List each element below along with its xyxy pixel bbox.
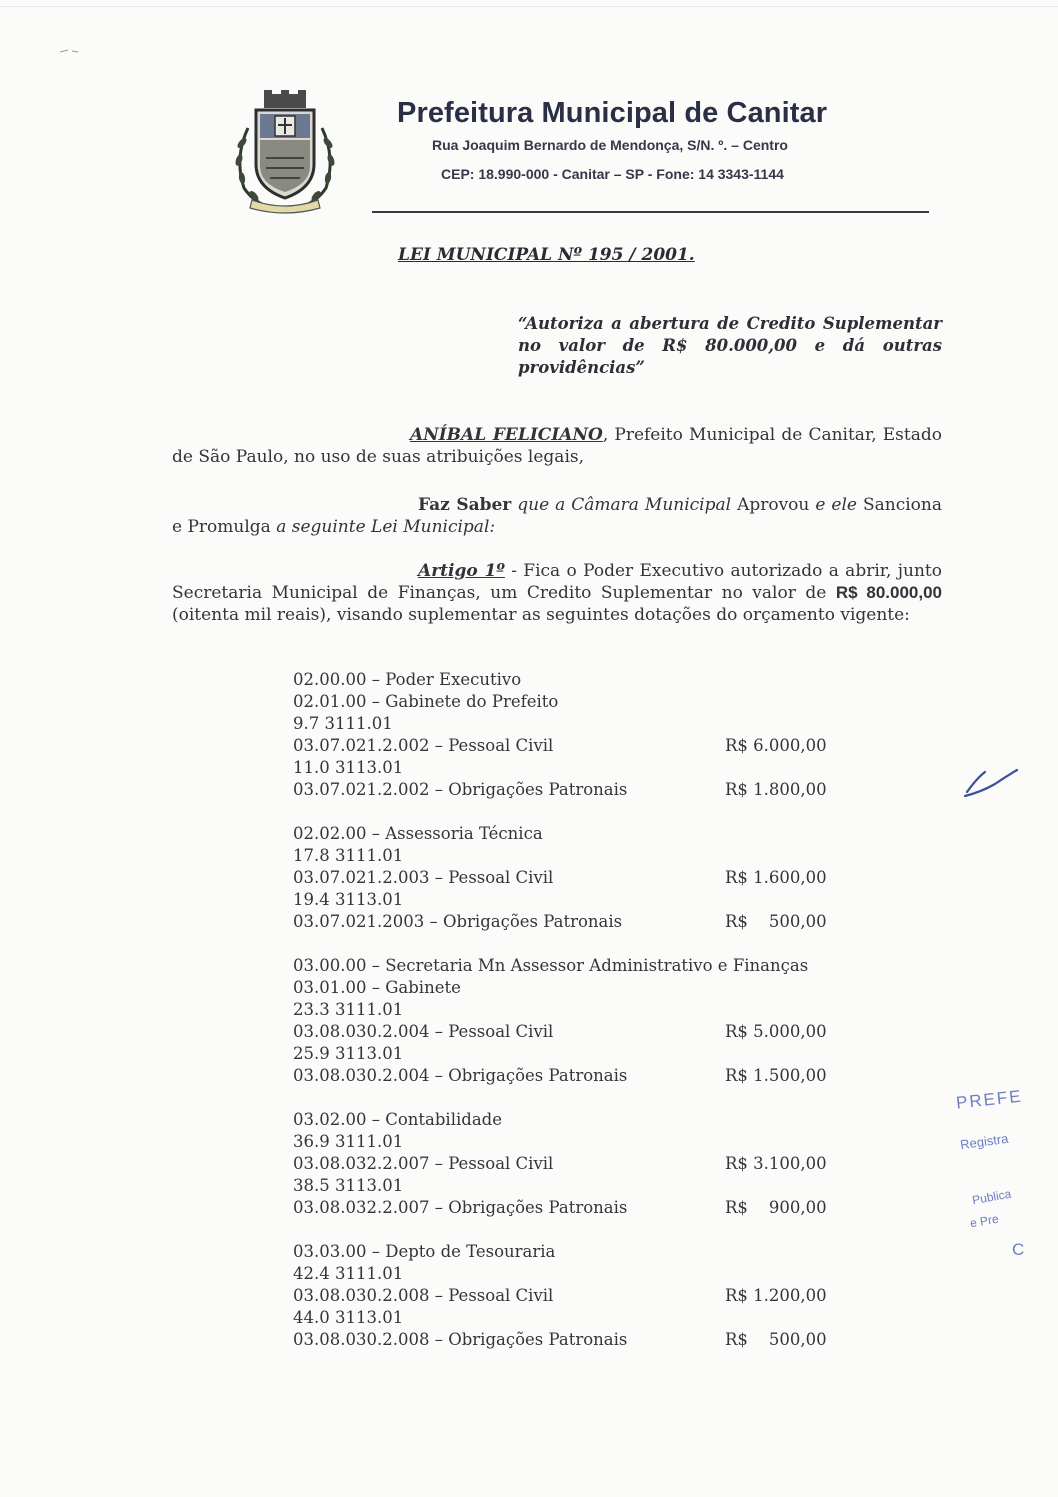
budget-line bbox=[293, 1131, 893, 1153]
budget-line bbox=[293, 889, 893, 911]
stamp-text-line: PREFE bbox=[955, 1086, 1024, 1113]
budget-line-amount: R$ 1.200,00 bbox=[725, 1286, 827, 1305]
article-1-label: Artigo 1º bbox=[418, 561, 505, 581]
header-divider bbox=[372, 211, 929, 213]
budget-line-description: 03.08.030.2.008 – Obrigações Patronais bbox=[293, 1330, 628, 1349]
budget-line-description: 03.07.021.2.002 – Obrigações Patronais bbox=[293, 780, 628, 799]
budget-line bbox=[293, 1175, 893, 1197]
budget-group bbox=[293, 823, 893, 933]
budget-line-description: 03.02.00 – Contabilidade bbox=[293, 1110, 502, 1129]
budget-line bbox=[293, 713, 893, 735]
budget-group bbox=[293, 955, 893, 1087]
budget-line-amount: R$ 500,00 bbox=[725, 1330, 827, 1349]
budget-line bbox=[293, 1263, 893, 1285]
budget-line-amount: R$ 500,00 bbox=[725, 912, 827, 931]
budget-line bbox=[293, 669, 893, 691]
budget-line bbox=[293, 1065, 893, 1087]
budget-line bbox=[293, 779, 893, 801]
budget-line-description: 02.02.00 – Assessoria Técnica bbox=[293, 824, 543, 843]
organization-name: Prefeitura Municipal de Canitar bbox=[397, 97, 828, 129]
budget-line-amount: R$ 1.500,00 bbox=[725, 1066, 827, 1085]
budget-line bbox=[293, 955, 893, 977]
budget-line-amount: R$ 900,00 bbox=[725, 1198, 827, 1217]
budget-line-description: 23.3 3111.01 bbox=[293, 1000, 404, 1019]
budget-line-description: 11.0 3113.01 bbox=[293, 758, 404, 777]
aprovou-text: Aprovou bbox=[737, 495, 810, 515]
enactment-end-text: a seguinte Lei Municipal: bbox=[270, 517, 496, 537]
enactment-eele-text: e ele bbox=[809, 495, 863, 515]
budget-line-description: 44.0 3113.01 bbox=[293, 1308, 404, 1327]
budget-line bbox=[293, 1043, 893, 1065]
budget-line-description: 38.5 3113.01 bbox=[293, 1176, 404, 1195]
organization-cep-phone: CEP: 18.990-000 - Canitar – SP - Fone: 14 3343-1144 bbox=[441, 166, 784, 182]
budget-line bbox=[293, 1329, 893, 1351]
scan-speck bbox=[58, 46, 128, 56]
budget-line bbox=[293, 999, 893, 1021]
budget-line-amount: R$ 1.800,00 bbox=[725, 780, 827, 799]
budget-group bbox=[293, 1241, 893, 1351]
budget-line-description: 36.9 3111.01 bbox=[293, 1132, 404, 1151]
article-1-text-b: (oitenta mil reais), visando suplementar as seguintes dotações do orçamento vigente: bbox=[172, 605, 910, 625]
municipal-crest-logo bbox=[230, 88, 340, 216]
budget-line-description: 03.03.00 – Depto de Tesouraria bbox=[293, 1242, 556, 1261]
paragraph-mayor bbox=[172, 424, 942, 468]
faz-saber-text: Faz Saber bbox=[418, 495, 512, 515]
budget-line bbox=[293, 691, 893, 713]
budget-group bbox=[293, 1109, 893, 1219]
budget-line-amount: R$ 5.000,00 bbox=[725, 1022, 827, 1041]
budget-line-description: 02.00.00 – Poder Executivo bbox=[293, 670, 522, 689]
article-1-text-a: - Fica o Poder Executivo autorizado a abrir, junto Secretaria Municipal de Finanças, um Credito Suplementar no valor de bbox=[172, 561, 942, 603]
law-title: LEI MUNICIPAL Nº 195 / 2001. bbox=[398, 245, 695, 265]
budget-line-description: 03.08.030.2.004 – Pessoal Civil bbox=[293, 1022, 554, 1041]
budget-line-description: 9.7 3111.01 bbox=[293, 714, 393, 733]
mayor-name: ANÍBAL FELICIANO bbox=[410, 425, 603, 445]
budget-line-description: 17.8 3111.01 bbox=[293, 846, 404, 865]
budget-line bbox=[293, 1307, 893, 1329]
budget-line-amount: R$ 3.100,00 bbox=[725, 1154, 827, 1173]
budget-line-amount: R$ 6.000,00 bbox=[725, 736, 827, 755]
budget-line-description: 03.07.021.2.002 – Pessoal Civil bbox=[293, 736, 554, 755]
budget-line bbox=[293, 1109, 893, 1131]
budget-line-description: 19.4 3113.01 bbox=[293, 890, 404, 909]
budget-line bbox=[293, 1153, 893, 1175]
budget-line bbox=[293, 845, 893, 867]
budget-line bbox=[293, 1021, 893, 1043]
budget-line-amount: R$ 1.600,00 bbox=[725, 868, 827, 887]
enactment-que-text: que a Câmara Municipal bbox=[511, 495, 738, 515]
article-1-value: R$ 80.000,00 bbox=[835, 583, 942, 602]
stamp-text-line: Registra bbox=[959, 1130, 1010, 1153]
handwritten-initial-mark bbox=[955, 762, 1025, 802]
budget-group bbox=[293, 669, 893, 801]
budget-line-description: 03.01.00 – Gabinete bbox=[293, 978, 461, 997]
budget-line bbox=[293, 1241, 893, 1263]
budget-line bbox=[293, 977, 893, 999]
registration-stamp bbox=[948, 1086, 1058, 1290]
budget-line-description: 03.08.032.2.007 – Pessoal Civil bbox=[293, 1154, 554, 1173]
organization-address: Rua Joaquim Bernardo de Mendonça, S/N. º. – Centro bbox=[432, 137, 788, 153]
budget-line-description: 03.08.030.2.004 – Obrigações Patronais bbox=[293, 1066, 628, 1085]
paragraph-article-1 bbox=[172, 560, 942, 626]
law-summary: “Autoriza a abertura de Credito Suplementar no valor de R$ 80.000,00 e dá outras providências” bbox=[518, 314, 942, 377]
budget-line-description: 03.00.00 – Secretaria Mn Assessor Administrativo e Finanças bbox=[293, 956, 809, 975]
budget-line bbox=[293, 757, 893, 779]
budget-line bbox=[293, 867, 893, 889]
budget-line bbox=[293, 735, 893, 757]
stamp-text-line: e Pre bbox=[969, 1211, 1000, 1231]
budget-line bbox=[293, 1285, 893, 1307]
budget-line-description: 02.01.00 – Gabinete do Prefeito bbox=[293, 692, 559, 711]
budget-line bbox=[293, 911, 893, 933]
sanciona-text: Sanciona e Promulga bbox=[172, 495, 942, 537]
page-top-edge bbox=[0, 6, 1058, 7]
budget-line bbox=[293, 1197, 893, 1219]
budget-line-description: 03.08.032.2.007 – Obrigações Patronais bbox=[293, 1198, 628, 1217]
paragraph-enactment bbox=[172, 494, 942, 538]
budget-line-description: 03.07.021.2.003 – Pessoal Civil bbox=[293, 868, 554, 887]
budget-line-description: 03.07.021.2003 – Obrigações Patronais bbox=[293, 912, 623, 931]
stamp-text-line: C bbox=[1012, 1240, 1025, 1259]
budget-allocations bbox=[293, 669, 893, 1373]
budget-line-description: 03.08.030.2.008 – Pessoal Civil bbox=[293, 1286, 554, 1305]
paragraph-mayor-text: , Prefeito Municipal de Canitar, Estado de São Paulo, no uso de suas atribuições legais, bbox=[172, 425, 942, 467]
budget-line bbox=[293, 823, 893, 845]
budget-line-description: 25.9 3113.01 bbox=[293, 1044, 404, 1063]
budget-line-description: 42.4 3111.01 bbox=[293, 1264, 404, 1283]
stamp-text-line: Publica bbox=[971, 1186, 1013, 1208]
